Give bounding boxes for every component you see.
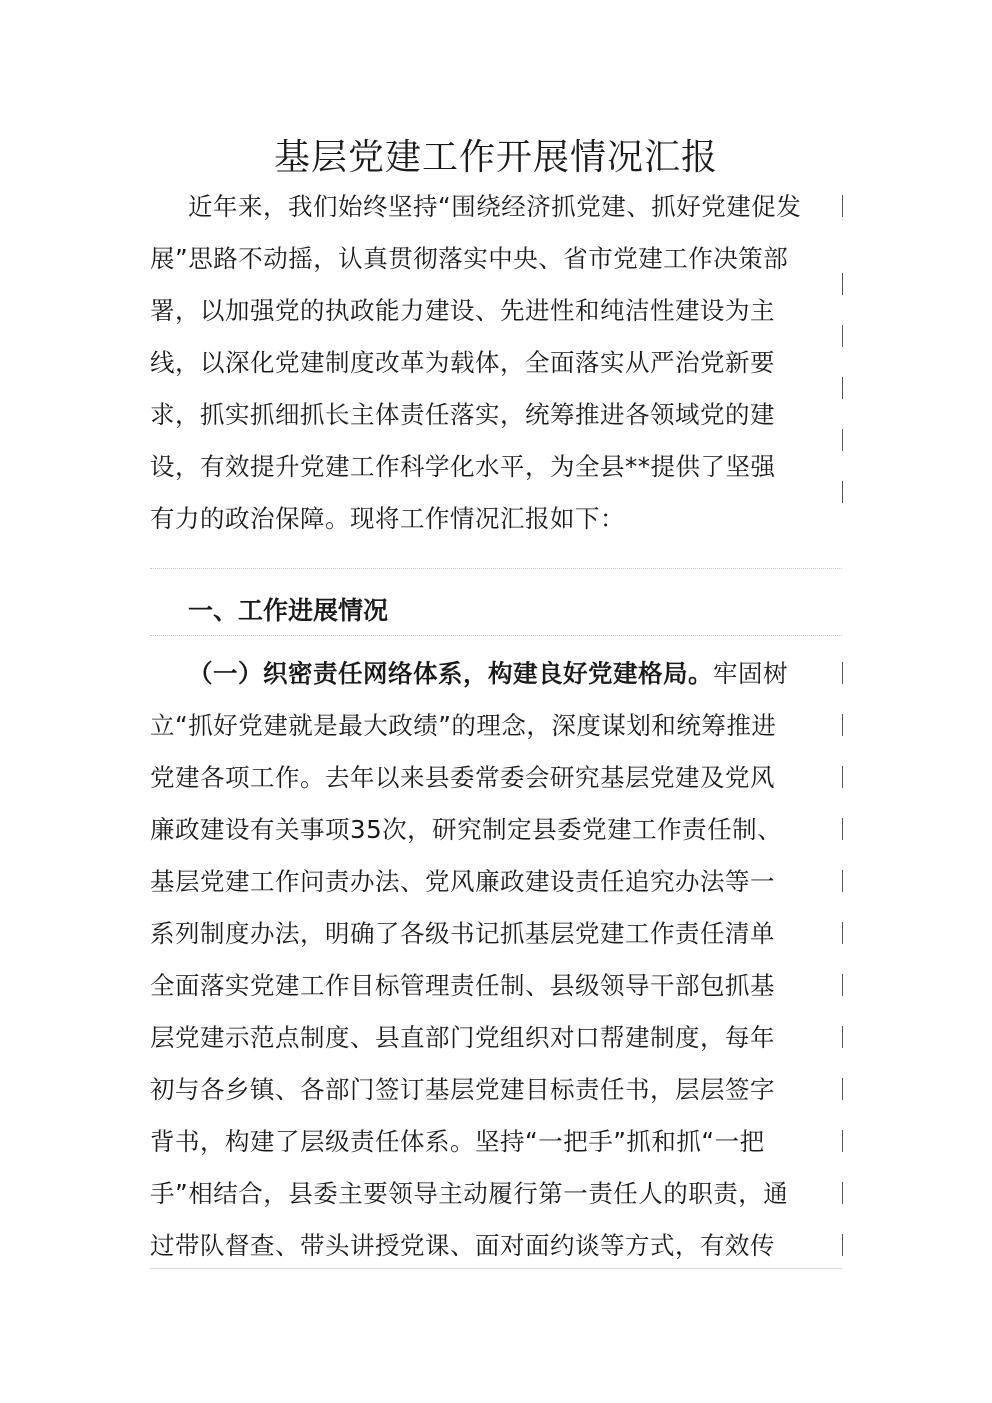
subsection-line-5: 系列制度办法，明确了各级书记抓基层党建工作责任清单 <box>150 919 775 948</box>
margin-mark <box>842 662 843 684</box>
subsection-first-line-text: 牢固树 <box>713 659 788 688</box>
divider <box>150 635 842 636</box>
subsection-first-line <box>188 648 842 700</box>
intro-line-4: 线，以深化党建制度改革为载体，全面落实从严治党新要 <box>150 348 775 377</box>
margin-mark <box>842 273 843 295</box>
subsection-line-4: 基层党建工作问责办法、党风廉政建设责任追究办法等一 <box>150 867 775 896</box>
subsection-line-9: 背书，构建了层级责任体系。坚持“一把手”抓和抓“一把 <box>150 1127 765 1156</box>
subsection-line-3: 廉政建设有关事项35次，研究制定县委党建工作责任制、 <box>150 815 783 844</box>
margin-mark <box>842 1234 843 1256</box>
margin-mark <box>842 714 843 736</box>
subsection-line-6: 全面落实党建工作目标管理责任制、县级领导干部包抓基 <box>150 971 775 1000</box>
margin-mark <box>842 1026 843 1048</box>
margin-mark <box>842 1182 843 1204</box>
intro-line-6: 设，有效提升党建工作科学化水平，为全县**提供了坚强 <box>150 452 776 481</box>
intro-line-1: 近年来，我们始终坚持“围绕经济抓党建、抓好党建促发 <box>188 192 802 221</box>
intro-line-7: 有力的政治保障。现将工作情况汇报如下： <box>150 504 625 533</box>
subsection-line-7: 层党建示范点制度、县直部门党组织对口帮建制度，每年 <box>150 1023 775 1052</box>
margin-mark <box>842 429 843 451</box>
margin-mark <box>842 818 843 840</box>
margin-mark <box>842 1130 843 1152</box>
intro-line-5: 求，抓实抓细抓长主体责任落实，统筹推进各领域党的建 <box>150 400 775 429</box>
intro-line-2: 展”思路不动摇，认真贯彻落实中央、省市党建工作决策部 <box>150 244 789 273</box>
margin-mark <box>842 870 843 892</box>
margin-mark <box>842 1078 843 1100</box>
page-bottom-rule <box>150 1268 842 1269</box>
subsection-line-1: 立“抓好党建就是最大政绩”的理念，深度谋划和统筹推进 <box>150 711 777 740</box>
divider <box>150 568 842 569</box>
subsection-heading: （一）织密责任网络体系，构建良好党建格局。 <box>188 659 713 688</box>
margin-mark <box>842 195 843 217</box>
margin-mark <box>842 974 843 996</box>
margin-mark <box>842 922 843 944</box>
margin-mark <box>842 766 843 788</box>
subsection-line-11: 过带队督查、带头讲授党课、面对面约谈等方式，有效传 <box>150 1231 775 1260</box>
margin-mark <box>842 481 843 503</box>
subsection-line-2: 党建各项工作。去年以来县委常委会研究基层党建及党风 <box>150 763 775 792</box>
intro-line-3: 署，以加强党的执政能力建设、先进性和纯洁性建设为主 <box>150 296 775 325</box>
subsection-line-8: 初与各乡镇、各部门签订基层党建目标责任书，层层签字 <box>150 1075 775 1104</box>
section-heading: 一、工作进展情况 <box>188 596 389 625</box>
document-title: 基层党建工作开展情况汇报 <box>273 137 718 178</box>
margin-mark <box>842 325 843 347</box>
margin-mark <box>842 377 843 399</box>
subsection-line-10: 手”相结合，县委主要领导主动履行第一责任人的职责，通 <box>150 1179 789 1208</box>
